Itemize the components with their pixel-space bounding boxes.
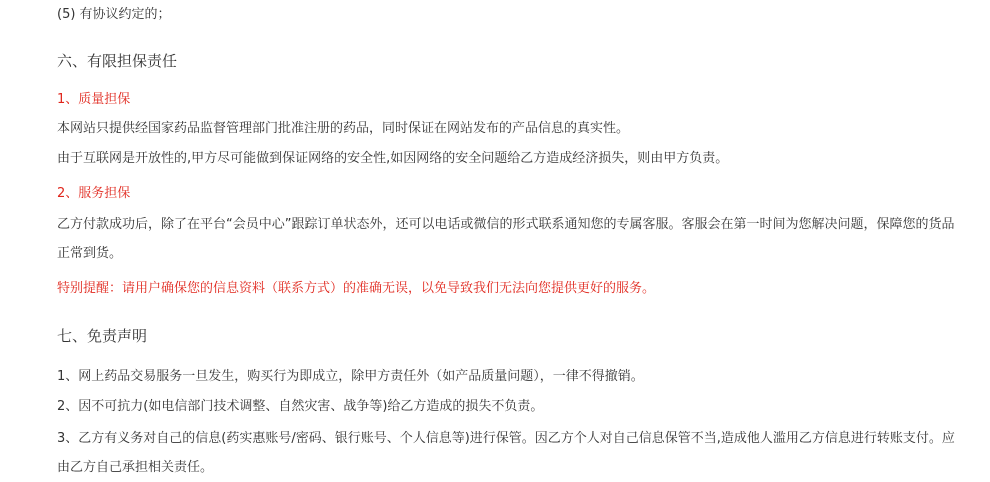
special-reminder: 特别提醒：请用户确保您的信息资料（联系方式）的准确无误，以免导致我们无法向您提供更好的服务。 xyxy=(57,281,656,296)
service-paragraph: 乙方付款成功后，除了在平台“会员中心”跟踪订单状态外，还可以电话或微信的形式联系通知您的专属客服。客服会在第一时间为您解决问题，保障您的货品正常到货。 xyxy=(57,217,955,261)
section-7-heading: 七、免责声明 xyxy=(57,327,148,345)
disclaimer-item-3: 3、乙方有义务对自己的信息(药实惠账号/密码、银行账号、个人信息等)进行保管。因乙方个人对自己信息保管不当,造成他人滥用乙方信息进行转账支付。应由乙方自己承担相关责任。 xyxy=(57,431,955,475)
quality-paragraph-2: 由于互联网是开放性的,甲方尽可能做到保证网络的安全性,如因网络的安全问题给乙方造成经济损失，则由甲方负责。 xyxy=(57,151,729,166)
service-guarantee-title: 2、服务担保 xyxy=(57,186,131,201)
quality-paragraph-1: 本网站只提供经国家药品监督管理部门批准注册的药品，同时保证在网站发布的产品信息的真实性。 xyxy=(57,121,630,136)
section-6-heading: 六、有限担保责任 xyxy=(57,52,178,70)
disclaimer-item-2: 2、因不可抗力(如电信部门技术调整、自然灾害、战争等)给乙方造成的损失不负责。 xyxy=(57,399,544,414)
quality-guarantee-title: 1、质量担保 xyxy=(57,92,131,107)
clause-5-line: (5) 有协议约定的； xyxy=(57,7,171,22)
disclaimer-item-1: 1、网上药品交易服务一旦发生，购买行为即成立，除甲方责任外（如产品质量问题），一律不得撤销。 xyxy=(57,369,644,384)
